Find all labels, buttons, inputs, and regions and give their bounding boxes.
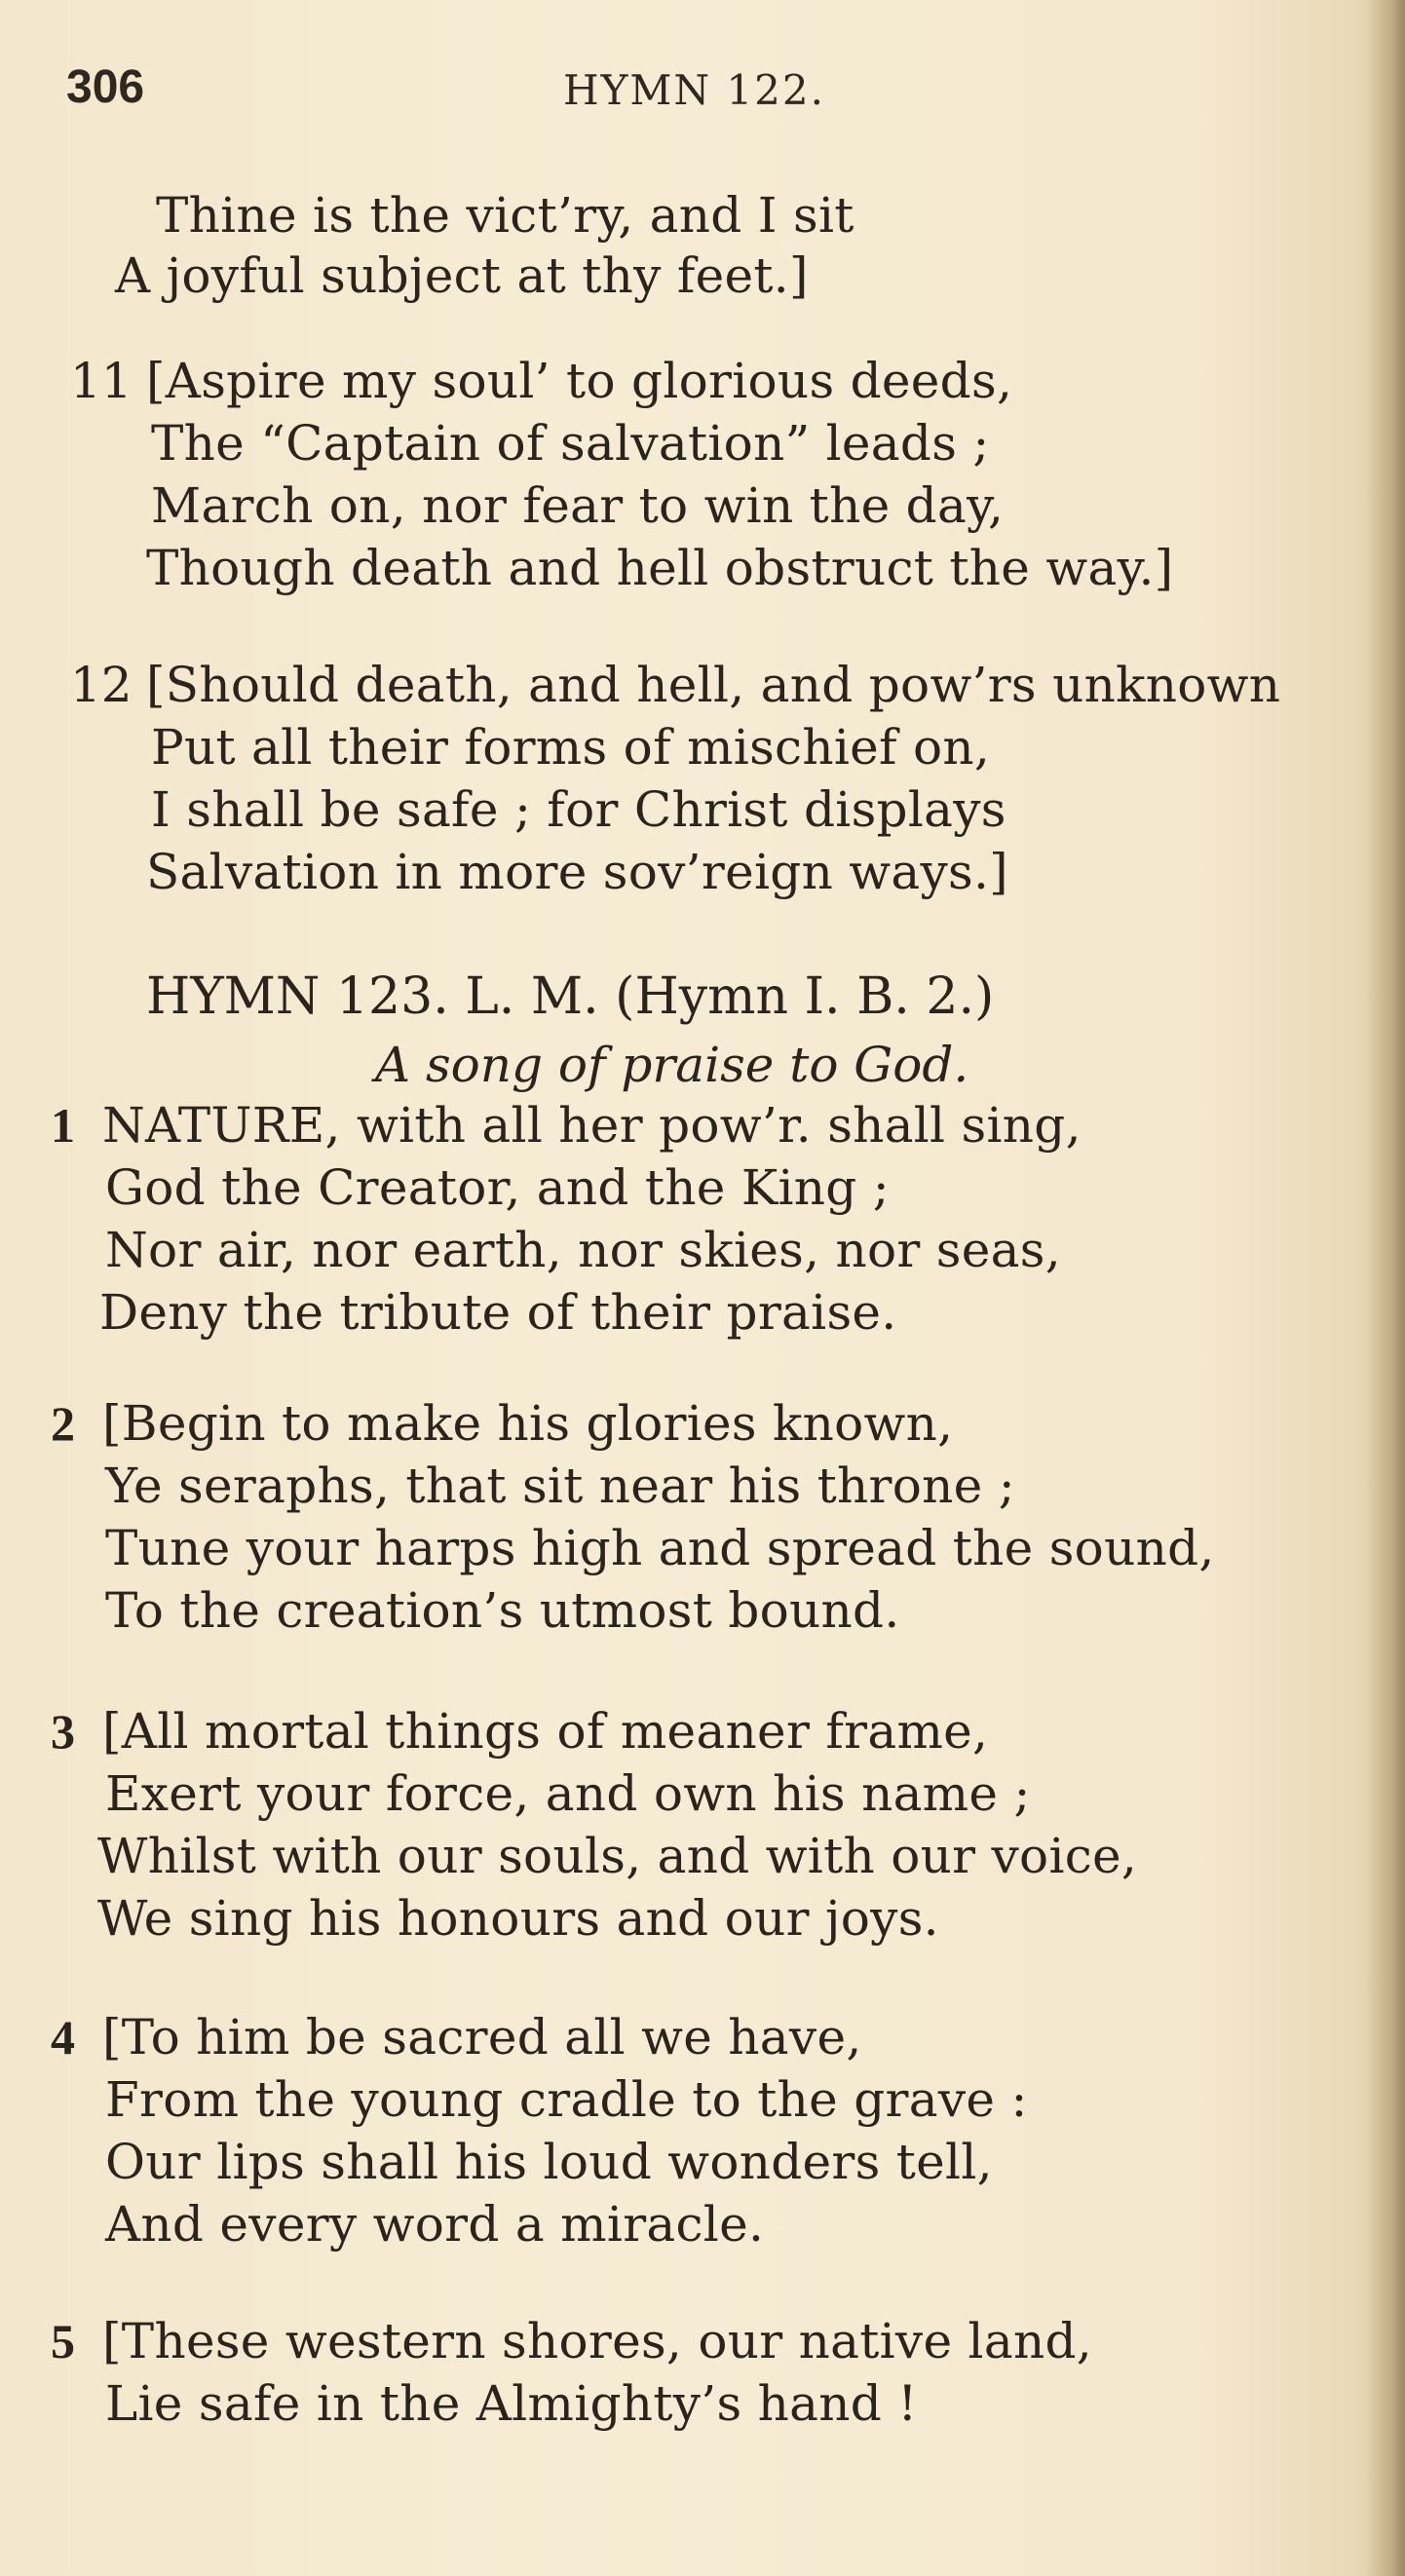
verse-line: March on, nor fear to win the day, (151, 477, 1005, 534)
verse-line: Deny the tribute of their praise. (99, 1284, 897, 1341)
verse-line: Thine is the vict’ry, and I sit (156, 187, 854, 244)
verse-line: From the young cradle to the grave : (105, 2071, 1028, 2128)
stanza-number: 3 (51, 1704, 75, 1759)
verse-line: A joyful subject at thy feet.] (115, 247, 809, 304)
verse-line: [Should death, and hell, and pow’rs unknown (146, 657, 1281, 713)
hymn-title: HYMN 123. L. M. (Hymn I. B. 2.) (146, 967, 995, 1026)
stanza-number: 1 (51, 1098, 75, 1153)
verse-line: [To him be sacred all we have, (102, 2009, 862, 2065)
hymn-subtitle: A song of praise to God. (375, 1037, 969, 1093)
verse-line: To the creation’s utmost bound. (105, 1582, 900, 1639)
verse-line: [Begin to make his glories known, (102, 1395, 954, 1452)
verse-line: I shall be safe ; for Christ displays (151, 781, 1006, 838)
verse-line: Put all their forms of mischief on, (151, 719, 991, 776)
verse-line: God the Creator, and the King ; (105, 1159, 890, 1216)
verse-line: Ye seraphs, that sit near his throne ; (105, 1458, 1015, 1514)
running-title: HYMN 122. (563, 66, 825, 114)
verse-line: Exert your force, and own his name ; (105, 1765, 1031, 1822)
stanza-number: 12 (70, 657, 133, 713)
page-edge-shadow (1366, 0, 1405, 2576)
verse-line: Though death and hell obstruct the way.] (146, 540, 1174, 596)
verse-line: The “Captain of salvation” leads ; (151, 415, 990, 472)
verse-line: [These western shores, our native land, (102, 2313, 1092, 2369)
verse-line: [All mortal things of meaner frame, (102, 1703, 989, 1760)
verse-line: [Aspire my soul’ to glorious deeds, (146, 353, 1013, 409)
page-number: 306 (66, 61, 145, 113)
verse-line: We sing his honours and our joys. (97, 1890, 939, 1947)
stanza-number: 11 (70, 353, 133, 409)
verse-line: And every word a miracle. (105, 2196, 765, 2253)
stanza-number: 4 (51, 2010, 75, 2065)
stanza-number: 2 (51, 1396, 75, 1451)
verse-line: Tune your harps high and spread the sound, (105, 1520, 1215, 1576)
verse-line: Nor air, nor earth, nor skies, nor seas, (105, 1222, 1061, 1278)
verse-line: Lie safe in the Almighty’s hand ! (105, 2375, 918, 2432)
verse-line: NATURE, with all her pow’r. shall sing, (102, 1097, 1082, 1154)
stanza-number: 5 (51, 2314, 75, 2368)
verse-line: Our lips shall his loud wonders tell, (105, 2134, 993, 2190)
verse-line: Whilst with our souls, and with our voice, (97, 1828, 1138, 1884)
verse-line: Salvation in more sov’reign ways.] (146, 844, 1008, 900)
